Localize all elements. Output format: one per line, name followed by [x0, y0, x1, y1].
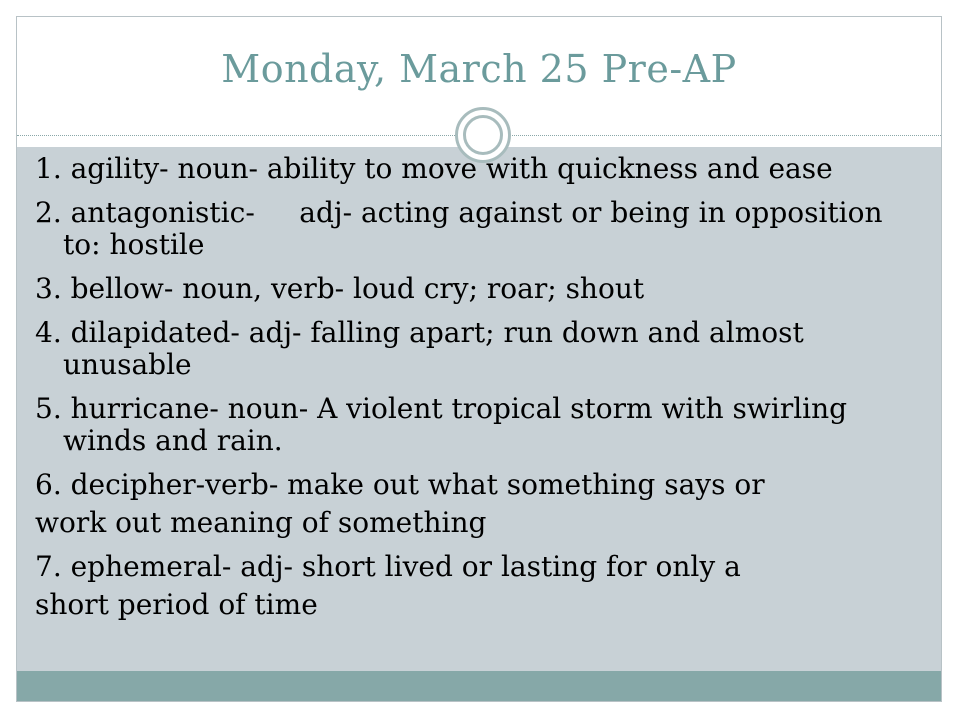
list-item: short period of time [35, 588, 318, 621]
list-item: 5. hurricane- noun- A violent tropical storm with swirling winds and rain. [35, 392, 848, 457]
list-item: 4. dilapidated- adj- falling apart; run down and almost unusable [35, 316, 804, 381]
list-item: 1. agility- noun- ability to move with quickness and ease [35, 152, 833, 185]
slide [16, 16, 942, 702]
list-item: 7. ephemeral- adj- short lived or lasting for only a [35, 550, 741, 583]
list-item: work out meaning of something [35, 506, 487, 539]
footer-bar [17, 671, 941, 701]
list-item: 2. antagonistic- adj- acting against or being in opposition to: hostile [35, 196, 892, 261]
list-item: 3. bellow- noun, verb- loud cry; roar; shout [35, 272, 645, 305]
list-item: 6. decipher-verb- make out what something says or [35, 468, 765, 501]
slide-title: Monday, March 25 Pre-AP [221, 47, 737, 91]
vocabulary-list [35, 153, 915, 621]
